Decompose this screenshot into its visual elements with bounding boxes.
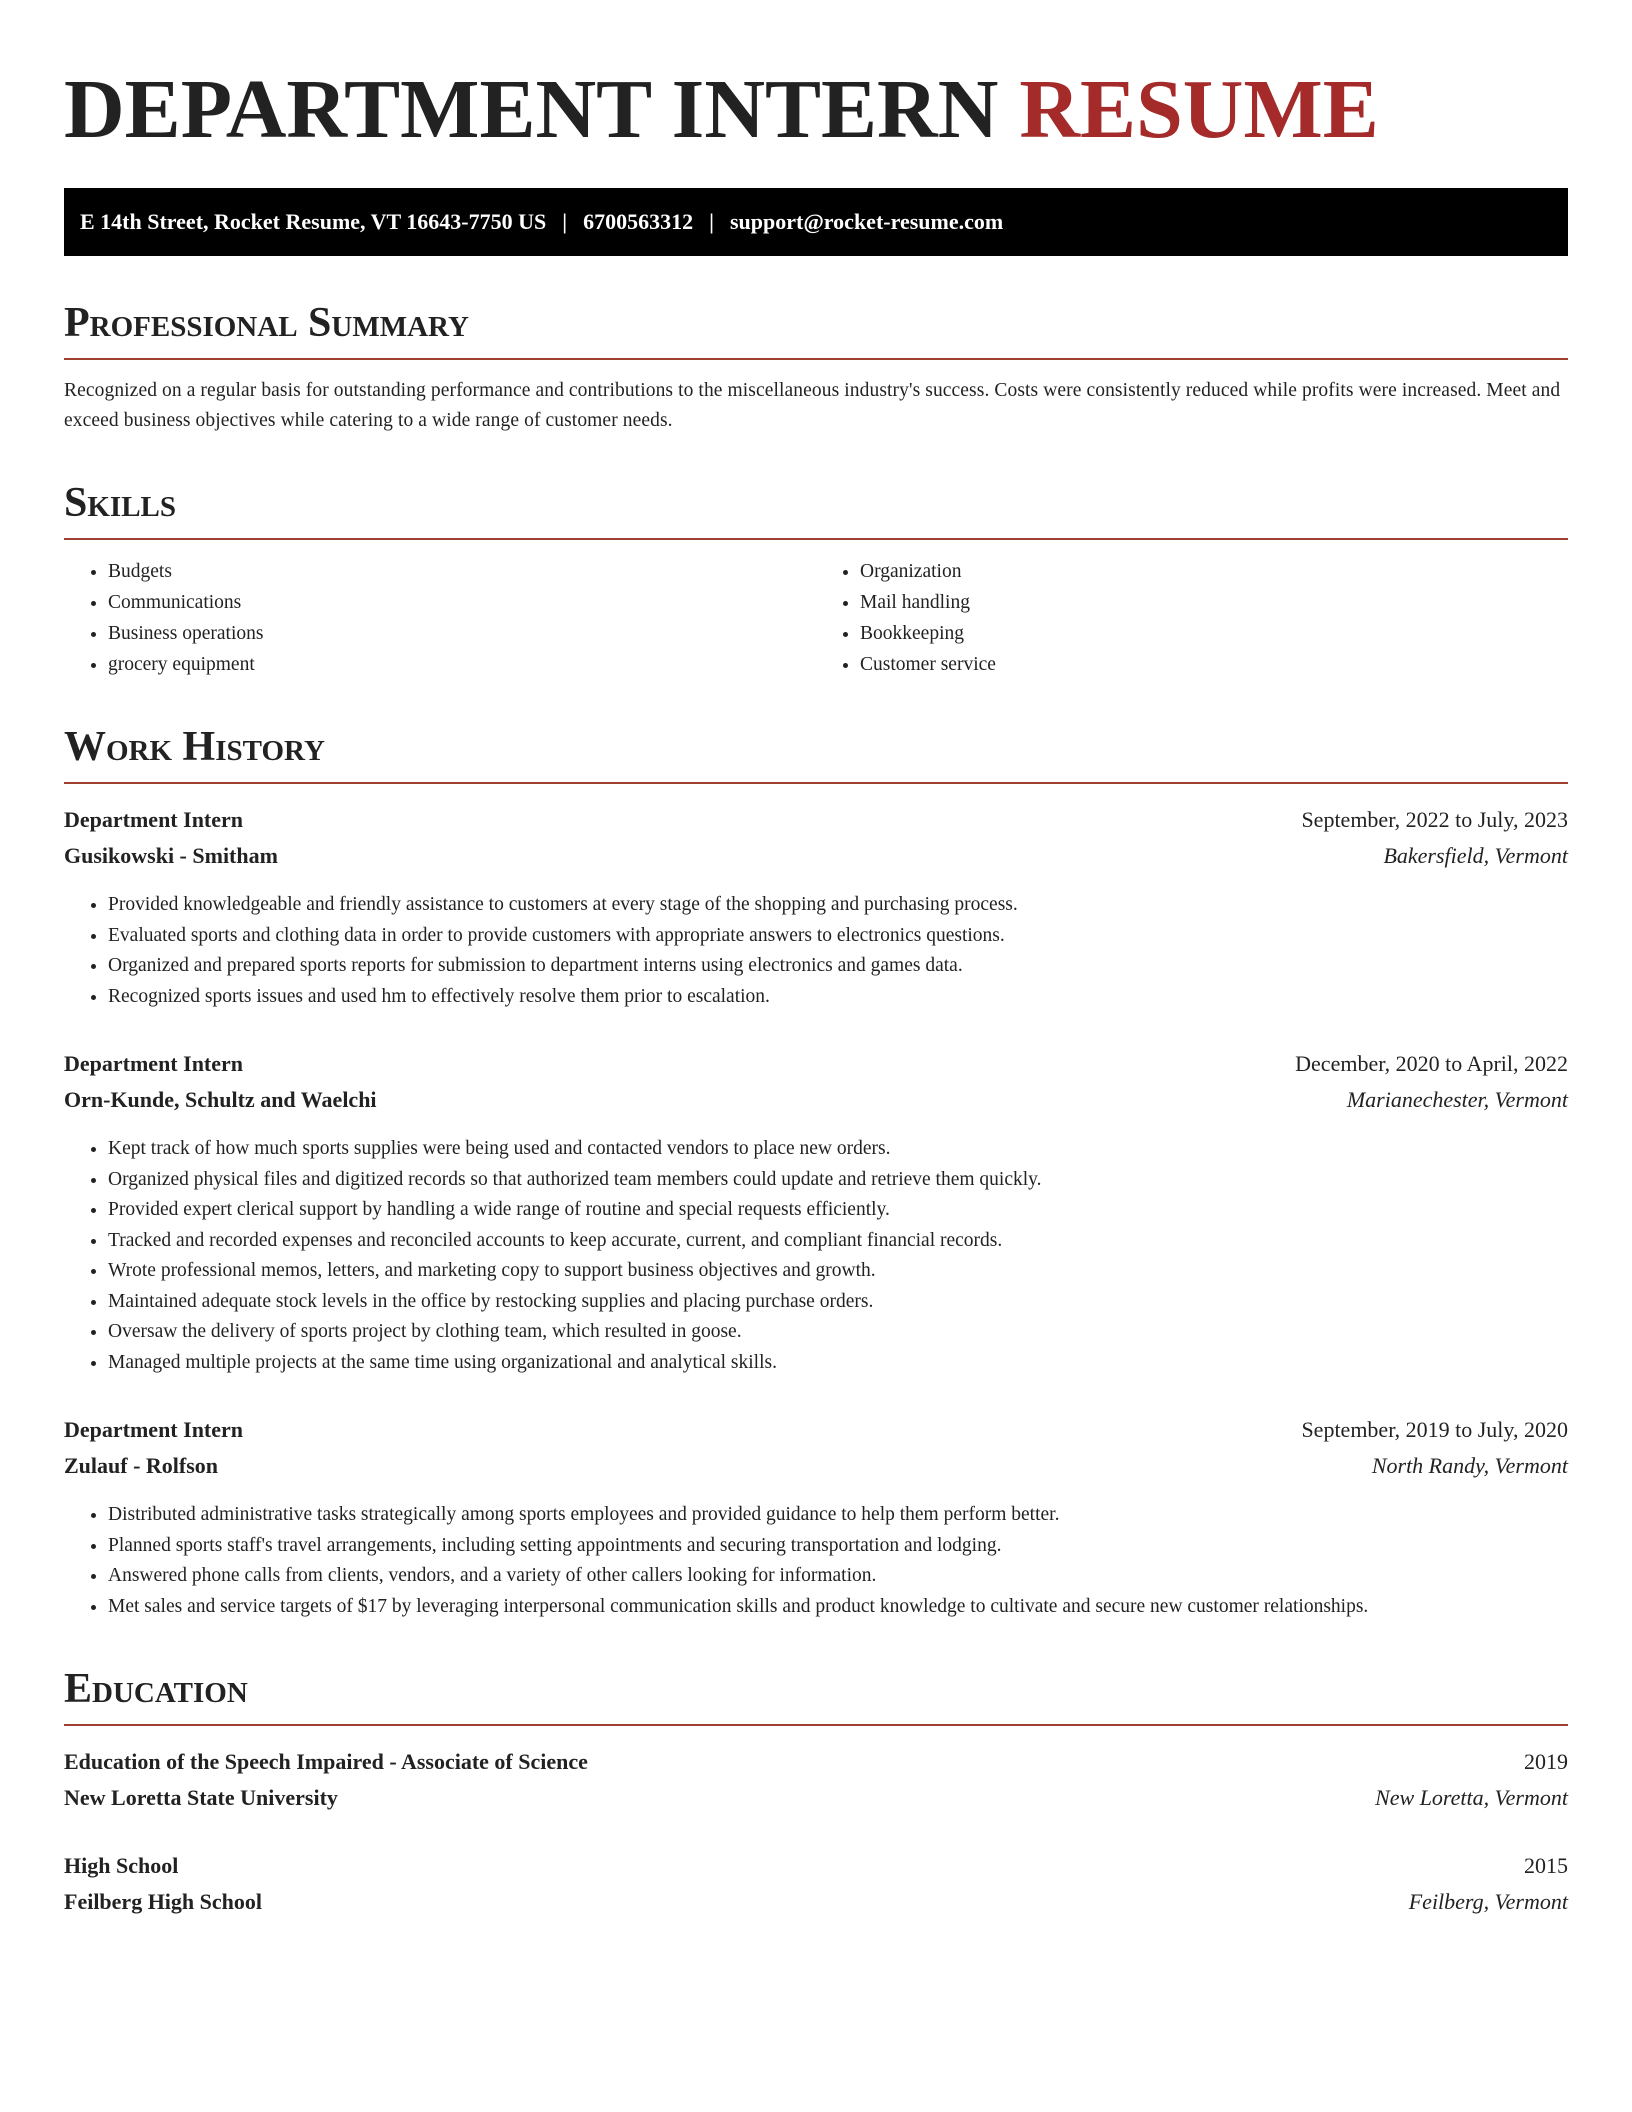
job-dates: December, 2020 to April, 2022: [1295, 1051, 1568, 1076]
skill-item: • Business operations: [108, 618, 816, 649]
job-company: Zulauf - Rolfson: [64, 1453, 219, 1478]
job-location: Bakersfield, Vermont: [1383, 843, 1568, 868]
job-bullet: • Met sales and service targets of $17 by leveraging interpersonal communication skills and product knowledge to cultivate and secure new customer relationships.: [108, 1592, 1568, 1623]
education-school: New Loretta State University: [64, 1785, 338, 1810]
job-dates: September, 2019 to July, 2020: [1301, 1417, 1568, 1442]
title-main: DEPARTMENT INTERN: [64, 63, 999, 156]
education-location: New Loretta, Vermont: [1375, 1785, 1568, 1810]
skill-item: • Communications: [108, 587, 816, 618]
job-bullet: • Recognized sports issues and used hm to effectively resolve them prior to escalation.: [108, 982, 1568, 1013]
skill-item: • Customer service: [860, 649, 1568, 680]
skill-item: • grocery equipment: [108, 649, 816, 680]
title-accent: RESUME: [1019, 63, 1379, 156]
education-entry: [64, 1848, 1568, 1920]
skills-column-right: [816, 556, 1568, 680]
education-school-row: [64, 1780, 1568, 1816]
job-bullets: [64, 890, 1568, 1012]
skill-item: • Mail handling: [860, 587, 1568, 618]
education-header-row: [64, 1848, 1568, 1884]
job-bullet: • Provided knowledgeable and friendly assistance to customers at every stage of the shopping and purchasing process.: [108, 890, 1568, 921]
job-bullet: • Kept track of how much sports supplies were being used and contacted vendors to place new orders.: [108, 1134, 1568, 1165]
education-degree: High School: [64, 1853, 179, 1878]
job-bullet: • Managed multiple projects at the same time using organizational and analytical skills.: [108, 1348, 1568, 1379]
job-company-row: [64, 1082, 1568, 1118]
contact-separator: |: [709, 209, 714, 234]
education-school-row: [64, 1884, 1568, 1920]
resume-title: [64, 63, 1568, 156]
job-bullet: • Provided expert clerical support by handling a wide range of routine and special requests efficiently.: [108, 1195, 1568, 1226]
job-entry: [64, 1046, 1568, 1378]
skills-heading: Skills: [64, 482, 1568, 540]
job-bullet: • Organized and prepared sports reports for submission to department interns using electronics and games data.: [108, 951, 1568, 982]
skills-list: [64, 556, 1568, 680]
job-company-row: [64, 1448, 1568, 1484]
job-bullet: • Wrote professional memos, letters, and marketing copy to support business objectives and growth.: [108, 1256, 1568, 1287]
education-school: Feilberg High School: [64, 1889, 262, 1914]
job-company: Orn-Kunde, Schultz and Waelchi: [64, 1087, 377, 1112]
skill-item: • Bookkeeping: [860, 618, 1568, 649]
job-header-row: [64, 1046, 1568, 1082]
job-entry: [64, 1412, 1568, 1622]
job-bullet: • Organized physical files and digitized records so that authorized team members could update and retrieve them quickly.: [108, 1165, 1568, 1196]
skills-column-left: [64, 556, 816, 680]
job-entry: [64, 802, 1568, 1012]
education-entry: [64, 1744, 1568, 1816]
education-heading: Education: [64, 1668, 1568, 1726]
job-bullet: • Distributed administrative tasks strategically among sports employees and provided guidance to help them perform better.: [108, 1500, 1568, 1531]
job-bullet: • Answered phone calls from clients, vendors, and a variety of other callers looking for information.: [108, 1561, 1568, 1592]
skills-section: [64, 482, 1568, 680]
education-degree: Education of the Speech Impaired - Associate of Science: [64, 1749, 588, 1774]
contact-bar: [64, 188, 1568, 256]
skill-item: • Organization: [860, 556, 1568, 587]
job-company: Gusikowski - Smitham: [64, 843, 278, 868]
job-bullets: [64, 1500, 1568, 1622]
education-header-row: [64, 1744, 1568, 1780]
job-bullet: • Maintained adequate stock levels in the office by restocking supplies and placing purchase orders.: [108, 1287, 1568, 1318]
education-section: [64, 1668, 1568, 1920]
summary-heading: Professional Summary: [64, 302, 1568, 360]
education-year: 2019: [1524, 1749, 1568, 1774]
contact-email: support@rocket-resume.com: [729, 209, 1004, 234]
job-bullets: [64, 1134, 1568, 1378]
education-year: 2015: [1524, 1853, 1568, 1878]
job-location: North Randy, Vermont: [1371, 1453, 1568, 1478]
work-section: [64, 726, 1568, 1622]
job-bullet: • Planned sports staff's travel arrangements, including setting appointments and securing transportation and lodging.: [108, 1531, 1568, 1562]
contact-separator: |: [562, 209, 568, 234]
summary-text: Recognized on a regular basis for outstanding performance and contributions to the miscellaneous industry's success. Costs were consistently reduced while profits were increased. Meet and exceed business objectives while catering to a wide range of customer needs.: [64, 380, 1561, 431]
job-header-row: [64, 1412, 1568, 1448]
contact-phone: 6700563312: [583, 209, 694, 234]
job-bullet: • Tracked and recorded expenses and reconciled accounts to keep accurate, current, and compliant financial records.: [108, 1226, 1568, 1257]
education-location: Feilberg, Vermont: [1408, 1889, 1568, 1914]
job-company-row: [64, 838, 1568, 874]
job-role: Department Intern: [64, 1051, 244, 1076]
contact-address: E 14th Street, Rocket Resume, VT 16643-7750 US: [80, 209, 547, 234]
skill-item: • Budgets: [108, 556, 816, 587]
job-header-row: [64, 802, 1568, 838]
work-heading: Work History: [64, 726, 1568, 784]
job-location: Marianechester, Vermont: [1346, 1087, 1568, 1112]
summary-section: [64, 302, 1568, 436]
job-bullet: • Oversaw the delivery of sports project by clothing team, which resulted in goose.: [108, 1317, 1568, 1348]
job-bullet: • Evaluated sports and clothing data in order to provide customers with appropriate answers to electronics questions.: [108, 921, 1568, 952]
job-dates: September, 2022 to July, 2023: [1301, 807, 1568, 832]
job-role: Department Intern: [64, 1417, 244, 1442]
job-role: Department Intern: [64, 807, 244, 832]
